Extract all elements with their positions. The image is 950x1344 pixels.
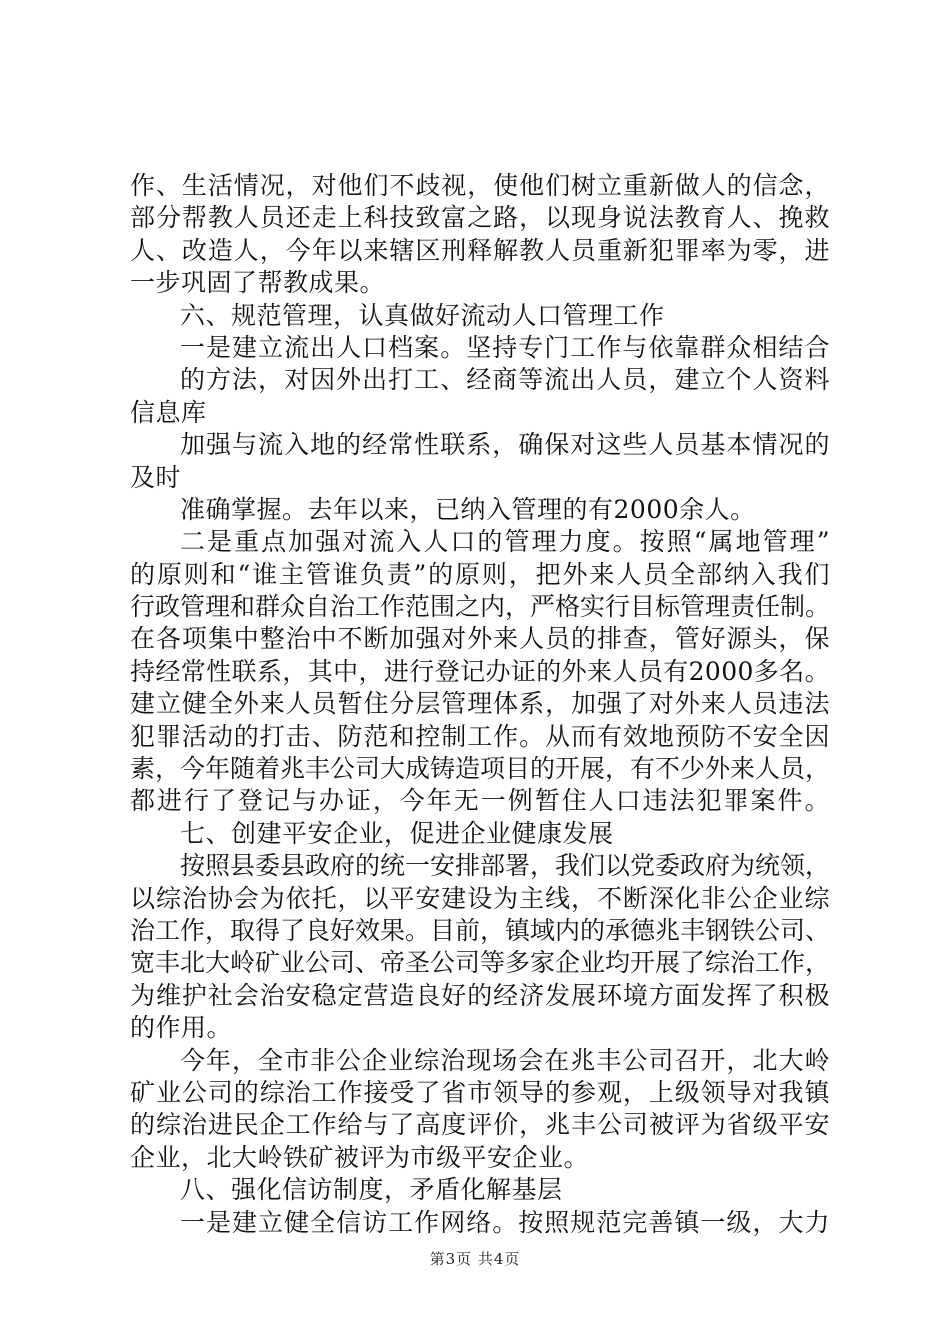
text-line: 为维护社会治安稳定营造良好的经济发展环境方面发挥了积极 — [130, 980, 831, 1010]
text-line: 作、生活情况，对他们不歧视，使他们树立重新做人的信念， — [130, 171, 831, 200]
text-line: 犯罪活动的打击、防范和控制工作。从而有效地预防不安全因 — [130, 721, 831, 751]
text-line: 的作用。 — [130, 1013, 233, 1043]
text-line: 的综治进民企工作给与了高度评价，兆丰公司被评为省级平安 — [130, 1110, 831, 1140]
text-line: 建立健全外来人员暂住分层管理体系，加强了对外来人员违法 — [130, 689, 831, 719]
text-line: 按照县委县政府的统一安排部署，我们以党委政府为统领， — [180, 851, 830, 881]
text-line: 加强与流入地的经常性联系，确保对这些人员基本情况的 — [180, 430, 831, 460]
text-line: 素，今年随着兆丰公司大成铸造项目的开展，有不少外来人员， — [130, 754, 830, 784]
text-line: 六、规范管理，认真做好流动人口管理工作 — [180, 300, 665, 330]
text-line: 都进行了登记与办证，今年无一例暂住人口违法犯罪案件。 — [130, 786, 832, 816]
text-line: 的原则和“谁主管谁负责”的原则，把外来人员全部纳入我们 — [130, 559, 832, 589]
text-line: 治工作，取得了良好效果。目前，镇域内的承德兆丰钢铁公司、 — [130, 915, 830, 945]
text-line: 一是建立健全信访工作网络。按照规范完善镇一级，大力 — [180, 1207, 831, 1237]
text-line: 一步巩固了帮教成果。 — [130, 268, 386, 298]
text-line: 宽丰北大岭矿业公司、帝圣公司等多家企业均开展了综治工作， — [130, 948, 830, 978]
text-line: 及时 — [130, 462, 182, 492]
text-line: 以综治协会为依托，以平安建设为主线，不断深化非公企业综 — [130, 883, 831, 913]
page-footer: 第3页 共4页 — [429, 1250, 521, 1268]
text-line: 准确掌握。去年以来，已纳入管理的有2000余人。 — [180, 494, 756, 524]
text-line: 一是建立流出人口档案。坚持专门工作与依靠群众相结合 — [180, 332, 831, 362]
text-line: 在各项集中整治中不断加强对外来人员的排查，管好源头，保 — [130, 624, 831, 654]
text-line: 的方法，对因外出打工、经商等流出人员，建立个人资料 — [180, 365, 831, 395]
text-line: 人、改造人，今年以来辖区刑释解教人员重新犯罪率为零，进 — [130, 235, 831, 265]
text-line: 企业，北大岭铁矿被评为市级平安企业。 — [130, 1142, 590, 1172]
text-line: 持经常性联系，其中，进行登记办证的外来人员有2000多名。 — [130, 656, 830, 686]
text-line: 今年，全市非公企业综治现场会在兆丰公司召开，北大岭 — [180, 1045, 831, 1075]
text-line: 矿业公司的综治工作接受了省市领导的参观，上级领导对我镇 — [130, 1077, 831, 1107]
text-line: 七、创建平安企业，促进企业健康发展 — [180, 818, 614, 848]
text-line: 二是重点加强对流入人口的管理力度。按照“属地管理” — [180, 527, 832, 557]
text-line: 八、强化信访制度，矛盾化解基层 — [180, 1175, 563, 1205]
text-line: 行政管理和群众自治工作范围之内，严格实行目标管理责任制。 — [130, 592, 830, 622]
text-line: 信息库 — [130, 397, 207, 427]
text-line: 部分帮教人员还走上科技致富之路，以现身说法教育人、挽救 — [130, 203, 831, 233]
body-text — [130, 170, 830, 1239]
